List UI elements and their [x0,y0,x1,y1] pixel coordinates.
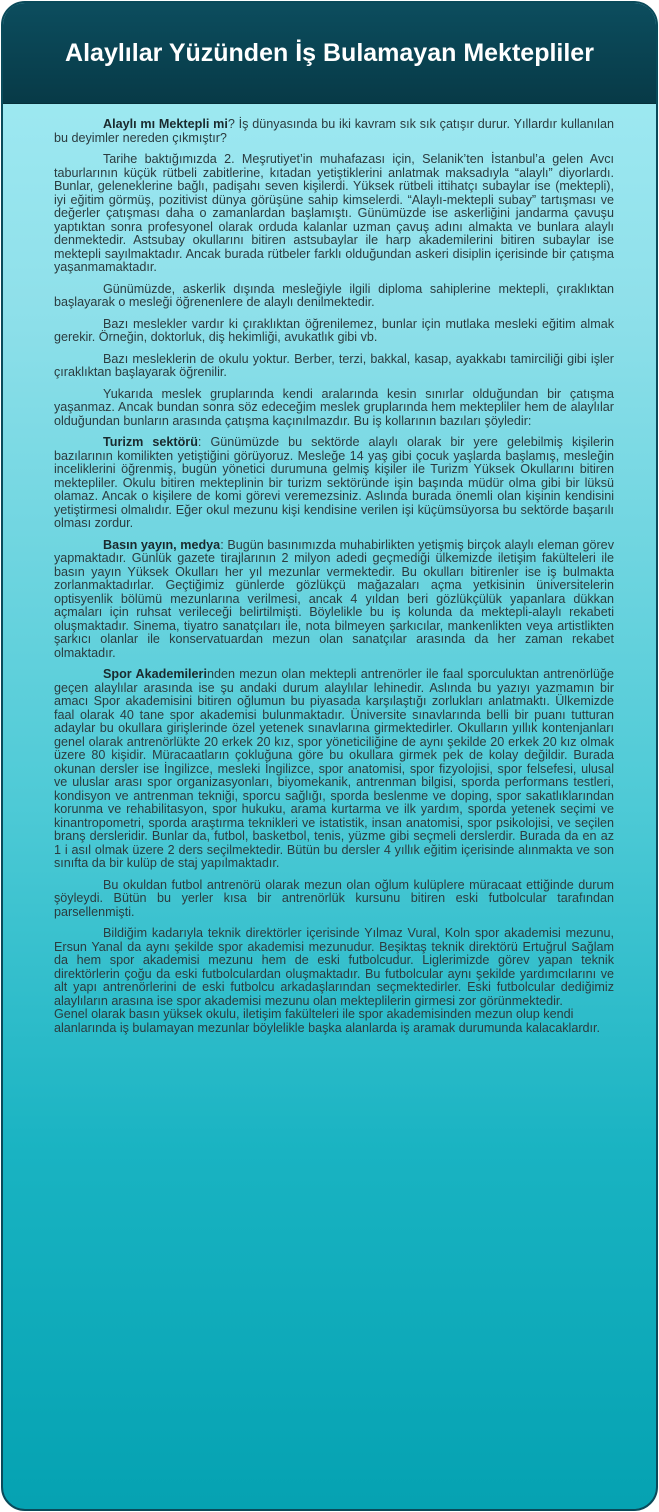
paragraph-text: : Bugün basınımızda muhabirlikten yetişmiş birçok alaylı eleman görev yapmaktadır. Günlük gazete tirajlarının 2 milyon adedi geçmediği ülkemizde iletişim fakülteleri ile basın yayın Yüksek Okulları her yıl mezunlar vermektedir. Bu okulları bitirenler ise iş bulmakta zorlanmaktadırlar. Geçtiğimiz günlerde gözlükçü mağazaları açma yetkisinin üniversitelerin optisyenlik bölümü mezunlarına verilmesi, ancak 4 yıldan beri gözlükçülük yapanlara dükkan açmaları için ruhsat verileceği belirtilmişti. Böylelikle bu iş kolunda da mektepli-alaylı rekabeti oluşmaktadır. Sinema, tiyatro sanatçıları ile, nota bilmeyen şarkıcılar, mankenlikten veya artistlikten şarkıcı olanlar ile konservatuardan mezun olan sanatçılar arasında da her zaman rekabet olmaktadır. [54,537,614,660]
paragraph-intro [54,118,614,145]
paragraph-professional-education [54,318,614,345]
paragraph-text: Bazı mesleklerin de okulu yoktur. Berber, terzi, bakkal, kasap, ayakkabı tamirciliği gibi işler çıraklıktan başlayarak öğrenilir. [54,351,614,379]
paragraph-text: Genel olarak basın yüksek okulu, iletişim fakülteleri ile spor akademisinden mezun olup kendi alanlarında iş bulamayan mezunlar böylelikle başka alanlarda iş aramak durumunda kalacaklardır. [54,1007,601,1035]
paragraph-text: : Günümüzde bu sektörde alaylı olarak bir yere gelebilmiş kişilerin bazılarının komilikten yetiştiğini görüyoruz. Mesleğe 14 yaş gibi çocuk yaşlarda başlamış, mesleğin inceliklerini öğrenmiş, bugün yönetici durumuna gelmiş kişiler ile Turizm Yüksek Okullarını bitiren mektepliler. Okulu bitiren mekteplinin bir turizm sektöründe işin başında müdür olma gibi bir lüksü olamaz. Ancak o kişilere de komi görevi veremezsiniz. Aslında burada önemli olan kişinin kendisini yetiştirmesi olmalıdır. Eğer okul mezunu kişi kendisine verilen işi küçümsüyorsa bu sektörde başarılı olması zordur. [54,435,614,530]
article-panel [1,1,658,1511]
paragraph-text: Tarihe baktığımızda 2. Meşrutiyet’in muhafazası için, Selanik’ten İstanbul’a gelen Avcı taburlarının küçük rütbeli zabitlerine, kıtadan yetiştiklerini anlatmak maksadıyla “alaylı” diyorlardı. Bunlar, geleneklerine bağlı, padişahı seven kişilerdi. Yüksek rütbeli ittihatçı subaylar ise (mektepli), iyi eğitim görmüş, pozitivist dünya görüşüne sahip kimselerdi. “Alaylı-mektepli subay” tartışması ve değerler çatışması daha o zamanlardan başlamıştı. Günümüzde ise askerliğini jandarma çavuşu yaptıktan sonra profesyonel olarak orduda kalanlar uzman çavuş adını almakta ve bunlara alaylı denmektedir. Astsubay okullarını bitiren astsubaylar ile harp akademilerini bitiren subaylar ise mektepli sayılmaktadır. Ancak burada rütbeler farklı olduğundan askeri disiplin içerisinde bir çatışma yaşanmamaktadır. [54,152,614,274]
article-body [54,118,614,1035]
paragraph-football-coach [54,879,614,920]
paragraph-history [54,153,614,275]
paragraph-media [54,539,614,661]
paragraph-lead: Alaylı mı Mektepli mi [103,117,228,131]
paragraph-lead: Spor Akademileri [103,667,207,681]
paragraph-conclusion [54,1008,614,1035]
paragraph-sports-academies [54,668,614,871]
paragraph-text: Yukarıda meslek gruplarında kendi aralarında kesin sınırlar olduğundan bir çatışma yaşanmaz. Ancak bundan sonra söz edeceğim meslek gruplarında hem mektepliler hem de alaylılar olduğundan bunların arasında çatışma kaçınılmazdır. Bu iş kollarının bazıları şöyledir: [54,386,614,428]
paragraph-text: Bu okuldan futbol antrenörü olarak mezun olan oğlum kulüplere müracaat ettiğinde durum şöyleydi. Bütün bu yerler kısa bir antrenörlük kursunu bitiren eski futbolcular tarafından parsellenmişti. [54,877,614,919]
paragraph-lead: Turizm sektörü [103,435,198,449]
paragraph-text: ? İş dünyasında bu iki kavram sık sık çatışır durur. Yıllardır kullanılan bu deyimler nereden çıkmıştır? [54,117,614,145]
paragraph-no-school [54,353,614,380]
paragraph-conflict [54,388,614,429]
paragraph-text: Günümüzde, askerlik dışında mesleğiyle ilgili diploma sahiplerine mektepli, çıraklıktan başlayarak o mesleği öğrenenlere de alaylı denilmektedir. [54,281,614,309]
paragraph-lead: Basın yayın, medya [103,537,221,552]
paragraph-tourism [54,436,614,531]
paragraph-text: Bazı meslekler vardır ki çıraklıktan öğrenilemez, bunlar için mutlaka mesleki eğitim almak gerekir. Örneğin, doktorluk, diş hekimliği, avukatlık gibi vb. [54,316,614,344]
paragraph-definition [54,283,614,310]
title-banner [3,3,656,104]
paragraph-text: nden mezun olan mektepli antrenörler ile faal sporculuktan antrenörlüğe geçen alaylılar arasında ise şu andaki durum alaylılar lehinedir. Aslında bu yazıyı yazmamın bir amacı Spor akademisini bitiren oğlumun bu piyasada karşılaştığı zorlukları anlatmaktı. Ülkemizde faal olarak 40 tane spor akademisi bulunmaktadır. Üniversite sınavlarında belli bir puanı tutturan adaylar bu okullara girişlerinde özel yetenek sınavlarına girmektedirler. Okulların yıllık kontenjanları genel olarak antrenörlükte 20 erkek 20 kız, spor yöneticiliğine de aynı şekilde 20 erkek 20 kız olmak üzere 80 kişidir. Müracaatların çokluğuna göre bu okullara girmek pek de kolay değildir. Burada okunan dersler ise İngilizce, mesleki İngilizce, spor anatomisi, spor fizyolojisi, spor felsefesi, ulusal ve uluslar arası spor organizasyonları, biyomekanik, antrenman bilgisi, sporda performans testleri, kondisyon ve antrenman tekniği, sporcu sağlığı, sporda beslenme ve doping, spor sakatlıklarından korunma ve rehabilitasyon, spor hukuku, arama kurtarma ve ilk yardım, sporda yetenek seçimi ve kinantropometri, sporda araştırma teknikleri ve istatistik, insan anatomisi, spor psikolojisi, ve seçilen branş dersleridir. Bunlar da, futbol, basketbol, tenis, yüzme gibi seçmeli derslerdir. Burada da en az 1 i asıl olmak üzere 2 ders seçilmektedir. Bütün bu dersler 4 yıllık eğitim içerisinde alınmakta ve son sınıfta da bir kulüp de staj yapılmaktadır. [54,667,614,870]
paragraph-text: Bildiğim kadarıyla teknik direktörler içerisinde Yılmaz Vural, Koln spor akademisi mezunu, Ersun Yanal da aynı şekilde spor akademisi mezunudur. Beşiktaş teknik direktörü Ertuğrul Sağlam da hem spor akademisi mezunu hem de eski futbolcudur. Liglerimizde görev yapan teknik direktörlerin çoğu da eski futbolculardan oluşmaktadır. Bu futbolcular aynı şekilde yardımcılarını ve alt yapı antrenörlerini de eski futbolcu arkadaşlarından seçmektedirler. Eski futbolcular dediğimiz alaylıların arasına ise spor akademisi mezunu olan mekteplilerin girmesi zor görünmektedir. [54,926,614,1008]
page-title: Alaylılar Yüzünden İş Bulamayan Mektepliler [65,39,594,67]
paragraph-technical-directors [54,927,614,1008]
